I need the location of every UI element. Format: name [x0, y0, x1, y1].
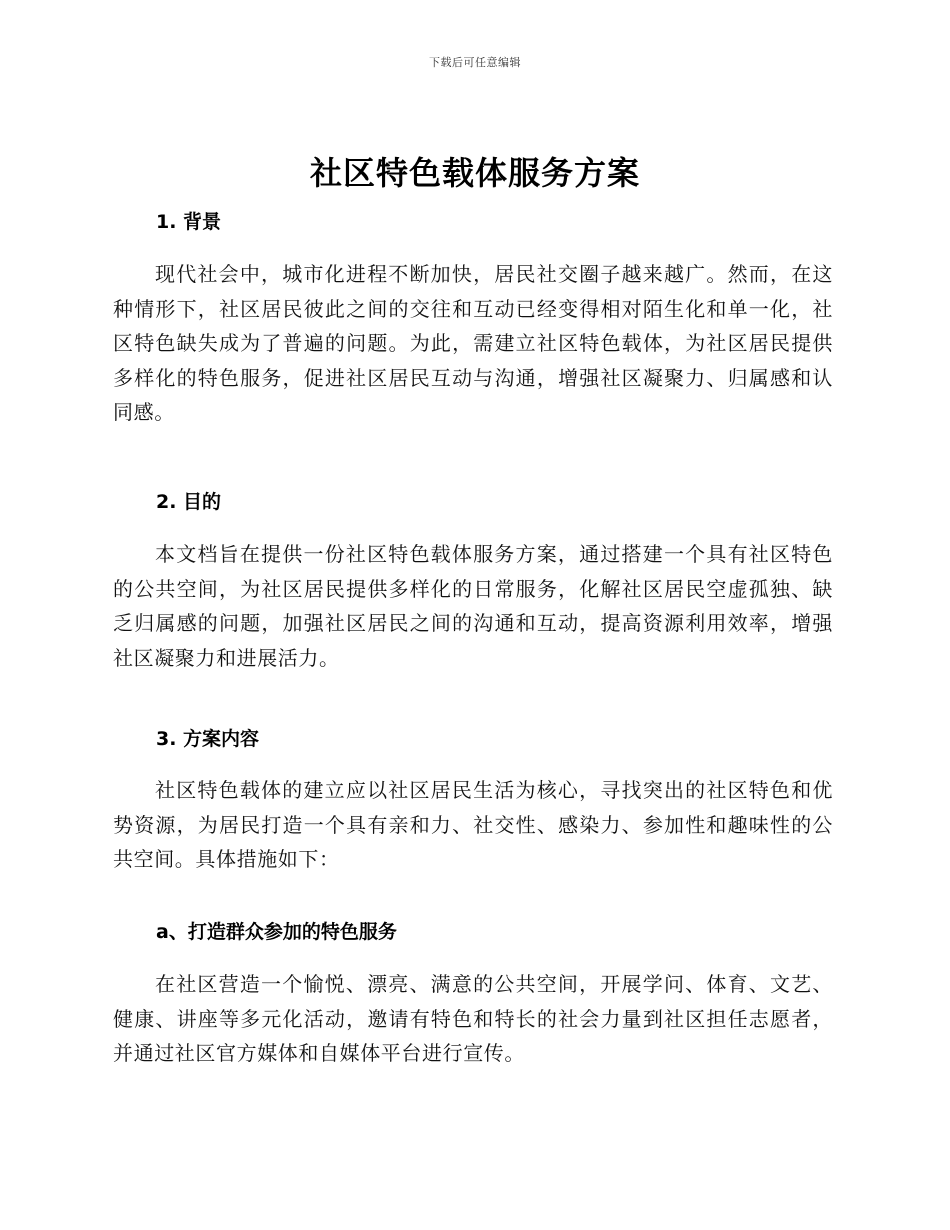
page-header: 下载后可任意编辑: [429, 56, 521, 69]
section-body-plan: 社区特色载体的建立应以社区居民生活为核心，寻找突出的社区特色和优势资源，为居民打造一个具有亲和力、社交性、感染力、参加性和趣味性的公共空间。具体措施如下：: [113, 778, 833, 871]
section-body-purpose: 本文档旨在提供一份社区特色载体服务方案，通过搭建一个具有社区特色的公共空间，为社区居民提供多样化的日常服务，化解社区居民空虚孤独、缺乏归属感的问题，加强社区居民之间的沟通和互动，提高资源利用效率，增强社区凝聚力和进展活力。: [113, 542, 833, 670]
document-title: 社区特色载体服务方案: [309, 154, 640, 192]
section-body-services: 在社区营造一个愉悦、漂亮、满意的公共空间，开展学问、体育、文艺、健康、讲座等多元化活动，邀请有特色和特长的社会力量到社区担任志愿者，并通过社区官方媒体和自媒体平台进行宣传。: [113, 972, 833, 1065]
section-body-background: 现代社会中，城市化进程不断加快，居民社交圈子越来越广。然而，在这种情形下，社区居民彼此之间的交往和互动已经变得相对陌生化和单一化，社区特色缺失成为了普遍的问题。为此，需建立社区特色载体，为社区居民提供多样化的特色服务，促进社区居民互动与沟通，增强社区凝聚力、归属感和认同感。: [113, 262, 833, 424]
section-heading-background: 1. 背景: [156, 211, 222, 233]
section-heading-services: a、打造群众参加的特色服务: [156, 921, 397, 943]
section-heading-purpose: 2. 目的: [156, 491, 222, 513]
section-heading-plan: 3. 方案内容: [156, 728, 260, 750]
